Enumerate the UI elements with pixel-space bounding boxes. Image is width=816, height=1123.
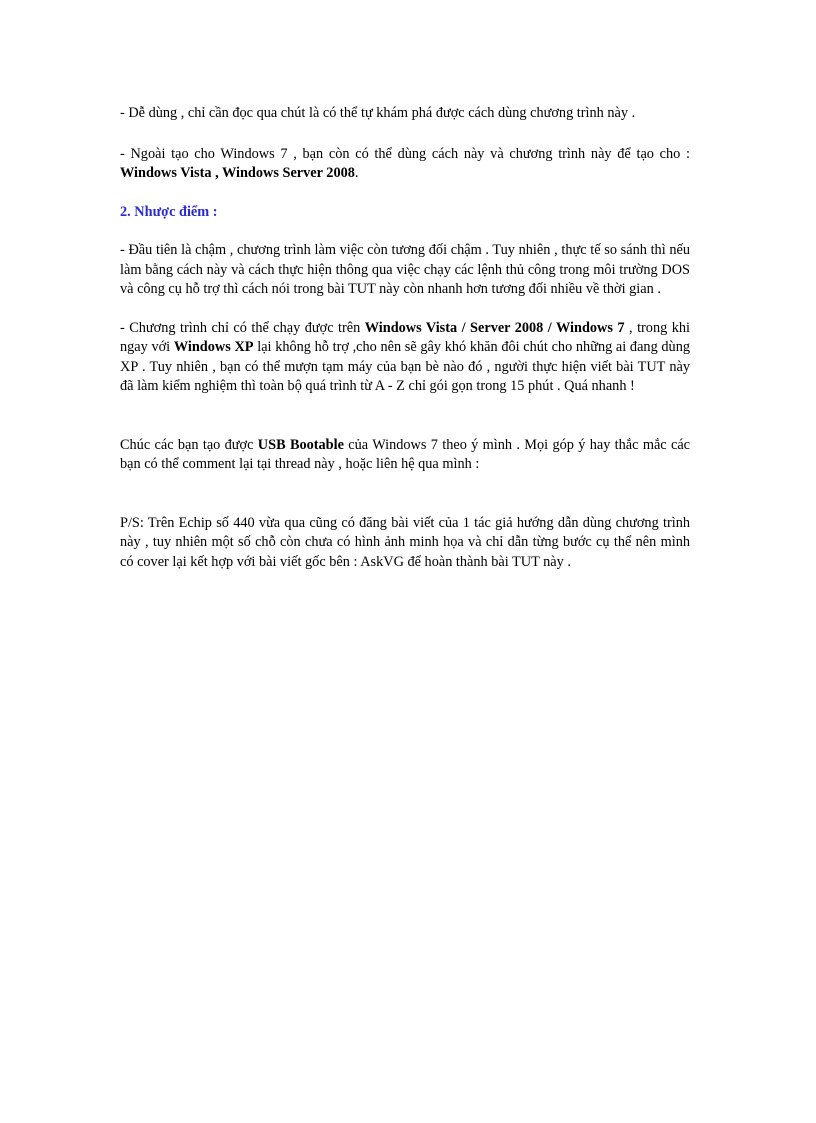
paragraph-wish-t2: của Windows 7 theo ý mình . Mọi góp ý hay thắc mắc các bạn có thể comment lại tại thread này , hoặc liên hệ qua mình : xyxy=(120,436,691,472)
paragraph-compatibility xyxy=(120,319,690,397)
paragraph-wish-b1: USB Bootable xyxy=(257,436,344,453)
paragraph-compat-b1: Windows Vista / Server 2008 / Windows 7 xyxy=(364,319,625,336)
paragraph-compat-b2: Windows XP xyxy=(173,339,254,355)
paragraph-compat-t2: , trong khi ngay với xyxy=(120,319,690,355)
document-body xyxy=(120,104,690,572)
paragraph-other-os-tail: . xyxy=(354,165,359,181)
heading-cons: 2. Nhược điểm : xyxy=(120,203,218,220)
paragraph-other-os-bold: Windows Vista , Windows Server 2008 xyxy=(120,165,355,181)
paragraph-ps: P/S: Trên Echip số 440 vừa qua cũng có đăng bài viết của 1 tác giả hướng dẫn dùng chương trình này , tuy nhiên một số chỗ còn chưa có hình ảnh minh họa và chỉ dẫn từng bước cụ thể nên mình có cover lại kết hợp với bài viết gốc bên : AskVG để hoàn thành bài TUT này . xyxy=(120,514,690,570)
paragraph-compat-t3: lại không hỗ trợ ,cho nên sẽ gây khó khăn đôi chút cho những ai đang dùng XP . Tuy nhiên , bạn có thể mượn tạm máy của bạn bè nào đó , người thực hiện viết bài TUT này đã làm kiểm nghiệm thì toàn bộ quá trình từ A - Z chỉ gói gọn trong 15 phút . Quá nhanh ! xyxy=(120,339,690,394)
paragraph-easy-to-use: - Dễ dùng , chỉ cần đọc qua chút là có thể tự khám phá được cách dùng chương trình này . xyxy=(120,105,636,121)
paragraph-wish xyxy=(120,436,690,475)
paragraph-other-os xyxy=(120,145,690,184)
paragraph-other-os-lead: - Ngoài tạo cho Windows 7 , bạn còn có thể dùng cách này và chương trình này để tạo cho : xyxy=(120,145,690,162)
paragraph-slow: - Đầu tiên là chậm , chương trình làm việc còn tương đối chậm . Tuy nhiên , thực tế so sánh thì nếu làm bằng cách này và cách thực hiện thông qua việc chạy các lệnh thủ công trong môi trường DOS và công cụ hỗ trợ thì cách nói trong bài TUT này còn nhanh hơn tương đối nhiều về thời gian . xyxy=(120,242,690,297)
paragraph-wish-t1: Chúc các bạn tạo được xyxy=(120,436,258,453)
paragraph-compat-t1: - Chương trình chỉ có thể chạy được trên xyxy=(120,319,365,336)
